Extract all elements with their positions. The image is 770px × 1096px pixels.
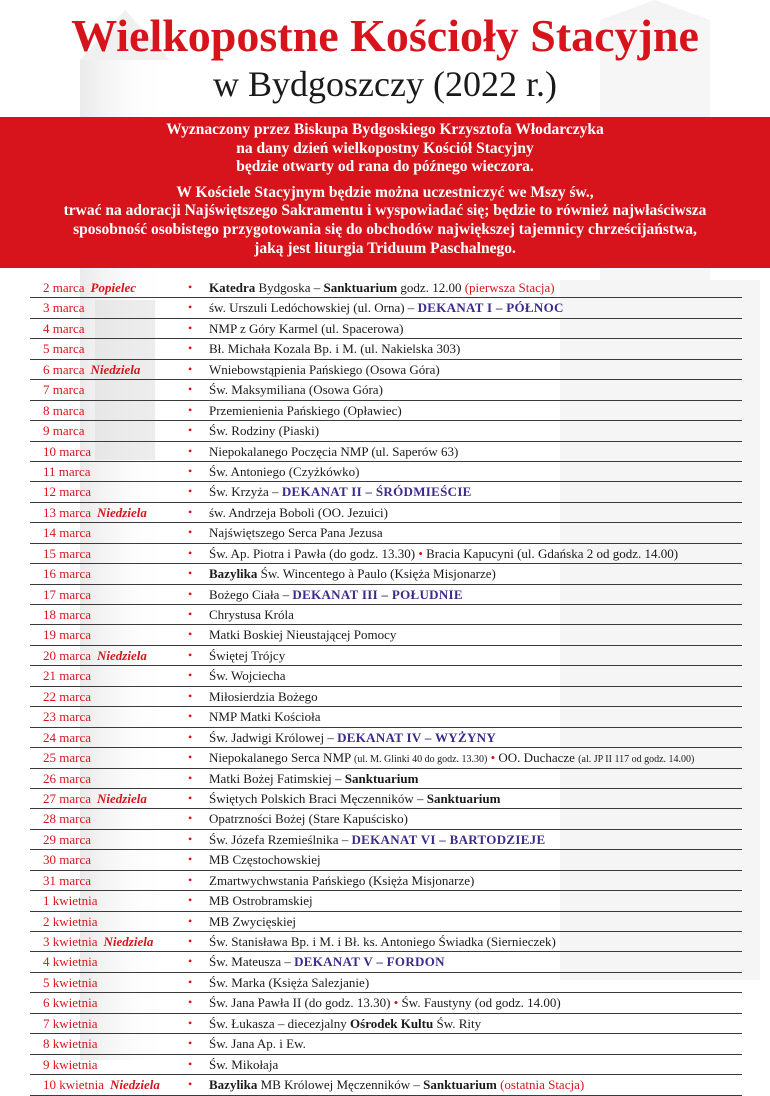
church-name <box>209 728 496 747</box>
bullet-icon: • <box>188 525 193 540</box>
schedule-row <box>30 952 742 972</box>
date-text: 19 marca <box>43 627 92 643</box>
schedule-row <box>30 298 742 318</box>
row-date <box>43 298 85 317</box>
banner-line: W Kościele Stacyjnym będzie można uczestniczyć we Mszy św., <box>176 183 594 201</box>
date-text: 2 marca <box>43 280 85 295</box>
text-segment: NMP Matki Kościoła <box>209 709 321 725</box>
banner-line: Wyznaczony przez Biskupa Bydgoskiego Krzysztofa Włodarczyka <box>166 121 604 138</box>
schedule-row <box>30 687 742 707</box>
schedule-row <box>30 912 742 932</box>
date-text: 17 marca <box>43 586 92 602</box>
date-text: 3 kwietnia <box>43 934 98 949</box>
row-date <box>43 1014 98 1033</box>
text-segment: • <box>490 750 496 766</box>
deanery-label: DEKANAT III – POŁUDNIE <box>292 586 463 602</box>
bullet-icon: • <box>188 913 193 928</box>
text-segment: Ośrodek Kultu <box>350 1015 434 1031</box>
text-segment: Bazylika <box>209 1077 258 1093</box>
text-segment: Matki Boskiej Nieustającej Pomocy <box>209 627 397 643</box>
text-segment: Św. Faustyny (od godz. 14.00) <box>398 995 561 1011</box>
row-date <box>43 748 91 767</box>
schedule-row <box>30 973 742 993</box>
banner-line: sposobność osobistego przygotowania się do obchodów największej tajemnicy chrześcijaństwa, <box>73 220 697 238</box>
bullet-icon: • <box>188 402 193 417</box>
date-text: 4 marca <box>43 320 85 336</box>
church-name <box>209 769 418 788</box>
text-segment: • <box>418 545 423 561</box>
text-segment: Sanktuarium <box>323 280 398 295</box>
bullet-icon: • <box>188 361 193 376</box>
bullet-icon: • <box>188 770 193 785</box>
church-name <box>209 748 694 769</box>
bullet-icon: • <box>188 300 193 315</box>
day-tag: Niedziela <box>97 504 147 520</box>
bullet-icon: • <box>188 1015 193 1030</box>
row-date <box>43 646 147 665</box>
row-date <box>43 462 91 481</box>
text-segment: Św. Łukasza – diecezjalny <box>209 1015 351 1031</box>
date-text: 9 kwietnia <box>43 1056 98 1072</box>
text-segment: • <box>393 995 399 1011</box>
church-name <box>209 952 445 971</box>
date-text: 1 kwietnia <box>43 893 98 909</box>
deanery-label: DEKANAT II – ŚRÓDMIEŚCIE <box>281 484 472 500</box>
row-date <box>43 973 98 992</box>
date-text: 29 marca <box>43 831 92 847</box>
text-segment: OO. Duchacze <box>495 750 579 766</box>
schedule-row <box>30 278 742 298</box>
church-name <box>209 871 474 890</box>
church-name <box>209 1034 306 1053</box>
church-name <box>209 687 318 706</box>
text-segment: Św. Wincentego à Paulo (Księża Misjonarze) <box>257 566 496 582</box>
schedule-row <box>30 442 742 462</box>
text-segment: św. Urszuli Ledóchowskiej (ul. Orna) – <box>209 300 418 316</box>
church-name <box>209 442 458 461</box>
schedule-row <box>30 462 742 482</box>
schedule-row <box>30 339 742 359</box>
text-segment: (pierwsza Stacja) <box>464 280 555 295</box>
date-text: 10 marca <box>43 443 92 459</box>
bullet-icon: • <box>188 811 193 826</box>
text-segment: godz. 12.00 <box>397 280 465 295</box>
text-segment: Św. Ap. Piotra i Pawła (do godz. 13.30) <box>209 545 419 561</box>
schedule-row <box>30 993 742 1013</box>
text-segment: Sanktuarium <box>344 770 419 786</box>
row-date <box>43 380 85 399</box>
text-segment: Św. Mateusza – <box>209 954 295 970</box>
text-segment: MB Częstochowskiej <box>209 852 321 868</box>
church-name <box>209 830 545 849</box>
bullet-icon: • <box>188 504 193 519</box>
date-text: 31 marca <box>43 872 92 888</box>
bullet-icon: • <box>188 995 193 1010</box>
schedule-row <box>30 871 742 891</box>
date-text: 24 marca <box>43 729 92 745</box>
church-name <box>209 585 463 604</box>
church-name <box>209 380 383 399</box>
date-text: 25 marca <box>43 750 92 766</box>
schedule-row <box>30 666 742 686</box>
row-date <box>43 666 91 685</box>
bullet-icon: • <box>188 954 193 969</box>
date-text: 23 marca <box>43 709 92 725</box>
text-segment: Wniebowstąpienia Pańskiego (Osowa Góra) <box>209 361 440 377</box>
bullet-icon: • <box>188 586 193 601</box>
date-text: 27 marca <box>43 790 92 806</box>
date-text: 30 marca <box>43 852 92 868</box>
text-segment: Matki Bożej Fatimskiej – <box>209 770 345 786</box>
schedule-row <box>30 646 742 666</box>
date-text: 5 marca <box>43 341 85 357</box>
bullet-icon: • <box>188 443 193 458</box>
bullet-icon: • <box>188 382 193 397</box>
bullet-icon: • <box>188 423 193 438</box>
text-segment: Niepokalanego Poczęcia NMP (ul. Saperów 63) <box>209 443 459 459</box>
text-segment: (ostatnia Stacja) <box>500 1077 585 1093</box>
schedule-row <box>30 421 742 441</box>
schedule-row <box>30 503 742 523</box>
row-date <box>43 769 91 788</box>
banner-line: będzie otwarty od rana do późnego wieczora. <box>236 158 534 176</box>
bullet-icon: • <box>188 974 193 989</box>
row-date <box>43 871 91 890</box>
row-date <box>43 564 91 583</box>
text-segment: Św. Rity <box>433 1015 482 1031</box>
text-segment: (al. JP II 117 od godz. 14.00) <box>578 754 695 766</box>
date-text: 8 kwietnia <box>43 1036 98 1052</box>
day-tag: Niedziela <box>110 1077 160 1093</box>
bullet-icon: • <box>188 320 193 335</box>
date-text: 20 marca <box>43 647 92 663</box>
row-date <box>43 932 153 951</box>
row-date <box>43 1075 160 1094</box>
bullet-icon: • <box>188 729 193 744</box>
date-text: 26 marca <box>43 770 92 786</box>
row-date <box>43 687 91 706</box>
day-tag: Niedziela <box>103 934 154 949</box>
row-date <box>43 482 91 501</box>
text-segment: Św. Jana Ap. i Ew. <box>209 1036 306 1052</box>
text-segment: Św. Marka (Księża Salezjanie) <box>209 974 370 990</box>
schedule-row <box>30 830 742 850</box>
text-segment: Świętych Polskich Braci Męczenników – <box>209 790 427 806</box>
text-segment: Bracia Kapucyni (ul. Gdańska 2 od godz. 14.00) <box>422 545 679 561</box>
schedule-row <box>30 932 742 952</box>
bullet-icon: • <box>188 1056 193 1071</box>
text-segment: Św. Rodziny (Piaski) <box>209 423 320 439</box>
church-name <box>209 1075 584 1094</box>
day-tag: Niedziela <box>97 790 147 806</box>
schedule-row <box>30 544 742 564</box>
schedule-row <box>30 401 742 421</box>
schedule-row <box>30 1034 742 1054</box>
text-segment: Św. Jadwigi Królowej – <box>209 729 338 745</box>
bullet-icon: • <box>188 607 193 621</box>
bullet-icon: • <box>188 484 193 499</box>
bullet-icon: • <box>188 790 193 805</box>
bullet-icon: • <box>188 1036 193 1051</box>
text-segment: MB Zwycięskiej <box>209 913 297 929</box>
row-date <box>43 339 85 358</box>
text-segment: Opatrzności Bożej (Stare Kapuścisko) <box>209 811 408 827</box>
schedule-row <box>30 1075 742 1095</box>
date-text: 15 marca <box>43 545 92 561</box>
text-segment: Św. Stanisława Bp. i M. i Bł. ks. Antoniego Świadka (Siernieczek) <box>209 934 556 949</box>
text-segment: Katedra <box>209 280 256 295</box>
schedule-row <box>30 319 742 339</box>
church-name <box>209 503 388 522</box>
day-tag: Niedziela <box>90 361 141 377</box>
row-date <box>43 360 140 379</box>
bullet-icon: • <box>188 341 193 356</box>
date-text: 16 marca <box>43 566 92 582</box>
text-segment: Chrystusa Króla <box>209 607 294 622</box>
church-name <box>209 891 313 910</box>
text-segment: Św. Wojciecha <box>209 668 286 684</box>
deanery-label: DEKANAT V – FORDON <box>294 954 445 970</box>
row-date <box>43 1055 98 1074</box>
date-text: 11 marca <box>43 463 91 479</box>
banner-line: na dany dzień wielkopostny Kościół Stacyjny <box>236 139 534 157</box>
church-name <box>209 278 555 297</box>
row-date <box>43 319 85 338</box>
church-name <box>209 462 359 481</box>
schedule-row <box>30 380 742 400</box>
date-text: 10 kwietnia <box>43 1077 105 1093</box>
church-name <box>209 482 472 501</box>
church-name <box>209 850 321 869</box>
date-text: 7 kwietnia <box>43 1015 98 1031</box>
text-segment: Bydgoska – <box>255 280 324 295</box>
bullet-icon: • <box>188 872 193 887</box>
row-date <box>43 728 91 747</box>
date-text: 12 marca <box>43 484 92 500</box>
church-name <box>209 666 286 685</box>
text-segment: Najświętszego Serca Pana Jezusa <box>209 525 383 541</box>
church-name <box>209 421 319 440</box>
schedule-row <box>30 482 742 502</box>
date-text: 6 marca <box>43 361 85 377</box>
row-date <box>43 421 85 440</box>
row-date <box>43 442 91 461</box>
church-name <box>209 646 285 665</box>
church-name <box>209 339 460 358</box>
text-segment: św. Andrzeja Boboli (OO. Jezuici) <box>209 504 388 520</box>
banner-paragraph-2 <box>0 184 770 258</box>
text-segment: Św. Jana Pawła II (do godz. 13.30) <box>209 995 394 1011</box>
text-segment: Św. Maksymiliana (Osowa Góra) <box>209 382 383 398</box>
row-date <box>43 401 85 420</box>
text-segment: MB Ostrobramskiej <box>209 893 313 909</box>
schedule-row <box>30 585 742 605</box>
day-tag: Popielec <box>90 280 136 295</box>
date-text: 21 marca <box>43 668 92 684</box>
row-date <box>43 809 91 828</box>
date-text: 14 marca <box>43 525 92 541</box>
text-segment: Świętej Trójcy <box>209 647 286 663</box>
banner-line: trwać na adoracji Najświętszego Sakramentu i wyspowiadać się; będzie to również najwłaściwsza <box>63 202 707 220</box>
date-text: 3 marca <box>43 300 85 316</box>
text-segment: Św. Mikołaja <box>209 1056 279 1072</box>
date-text: 13 marca <box>43 504 92 520</box>
row-date <box>43 1034 98 1053</box>
bullet-icon: • <box>188 647 193 662</box>
row-date <box>43 891 98 910</box>
schedule-row <box>30 625 742 645</box>
page-title: Wielkopostne Kościoły Stacyjne <box>71 10 699 61</box>
schedule-row <box>30 1055 742 1075</box>
schedule-row <box>30 891 742 911</box>
church-name <box>209 360 440 379</box>
schedule-row <box>30 1014 742 1034</box>
row-date <box>43 544 91 563</box>
row-date <box>43 278 136 297</box>
church-name <box>209 625 396 644</box>
bullet-icon: • <box>188 545 193 560</box>
day-tag: Niedziela <box>97 647 147 663</box>
bullet-icon: • <box>188 750 193 765</box>
deanery-label: DEKANAT VI – BARTODZIEJE <box>351 831 546 847</box>
church-name <box>209 298 564 317</box>
church-name <box>209 1014 481 1033</box>
row-date <box>43 952 98 971</box>
schedule-row <box>30 809 742 829</box>
row-date <box>43 789 147 808</box>
text-segment: NMP z Góry Karmel (ul. Spacerowa) <box>209 320 404 336</box>
church-name <box>209 707 320 726</box>
schedule-row <box>30 789 742 809</box>
deanery-label: DEKANAT I – PÓŁNOC <box>417 300 564 316</box>
church-name <box>209 544 678 563</box>
bullet-icon: • <box>188 280 193 294</box>
row-date <box>43 993 98 1012</box>
bullet-icon: • <box>188 688 193 703</box>
row-date <box>43 850 91 869</box>
bullet-icon: • <box>188 668 193 683</box>
date-text: 9 marca <box>43 423 85 439</box>
schedule-row <box>30 360 742 380</box>
bullet-icon: • <box>188 1077 193 1092</box>
bullet-icon: • <box>188 566 193 581</box>
text-segment: Bł. Michała Kozala Bp. i M. (ul. Nakielska 303) <box>209 341 461 357</box>
schedule-row <box>30 850 742 870</box>
bullet-icon: • <box>188 852 193 867</box>
schedule-row <box>30 707 742 727</box>
church-name <box>209 564 496 583</box>
schedule-row <box>30 728 742 748</box>
bullet-icon: • <box>188 934 193 948</box>
text-segment: Bazylika <box>209 566 258 582</box>
info-banner <box>0 117 770 268</box>
church-name <box>209 789 500 808</box>
church-name <box>209 932 556 951</box>
church-name <box>209 319 403 338</box>
page-subtitle: w Bydgoszczy (2022 r.) <box>213 64 557 104</box>
row-date <box>43 503 147 522</box>
row-date <box>43 830 91 849</box>
church-name <box>209 912 296 931</box>
row-date <box>43 523 91 542</box>
date-text: 2 kwietnia <box>43 913 98 929</box>
bullet-icon: • <box>188 831 193 846</box>
text-segment: Miłosierdzia Bożego <box>209 688 318 704</box>
text-segment: Zmartwychwstania Pańskiego (Księża Misjonarze) <box>209 872 475 888</box>
schedule-row <box>30 769 742 789</box>
schedule-row <box>30 564 742 584</box>
deanery-label: DEKANAT IV – WYŻYNY <box>337 729 497 745</box>
text-segment: (ul. M. Glinki 40 do godz. 13.30) <box>354 754 488 766</box>
date-text: 6 kwietnia <box>43 995 98 1011</box>
church-name <box>209 809 408 828</box>
church-name <box>209 1055 278 1074</box>
date-text: 28 marca <box>43 811 92 827</box>
date-text: 5 kwietnia <box>43 974 98 990</box>
row-date <box>43 707 91 726</box>
date-text: 18 marca <box>43 607 92 622</box>
church-name <box>209 993 561 1012</box>
text-segment: Św. Krzyża – <box>209 484 282 500</box>
schedule-row <box>30 748 742 768</box>
date-text: 8 marca <box>43 402 85 418</box>
text-segment: Św. Antoniego (Czyżkówko) <box>209 463 360 479</box>
text-segment: Bożego Ciała – <box>209 586 293 602</box>
row-date <box>43 912 98 931</box>
row-date <box>43 605 91 624</box>
text-segment: Sanktuarium <box>423 1077 497 1093</box>
church-name <box>209 401 402 420</box>
bullet-icon: • <box>188 627 193 642</box>
schedule-row <box>30 523 742 543</box>
church-name <box>209 973 369 992</box>
banner-paragraph-1 <box>0 117 770 177</box>
schedule-row <box>30 605 742 625</box>
text-segment: Niepokalanego Serca NMP <box>209 750 355 766</box>
bullet-icon: • <box>188 893 193 908</box>
row-date <box>43 625 91 644</box>
text-segment: Św. Józefa Rzemieślnika – <box>209 831 352 847</box>
text-segment: Przemienienia Pańskiego (Opławiec) <box>209 402 402 418</box>
banner-line: jaką jest liturgia Triduum Paschalnego. <box>254 239 516 257</box>
church-name <box>209 605 294 624</box>
church-name <box>209 523 383 542</box>
date-text: 4 kwietnia <box>43 954 98 970</box>
date-text: 22 marca <box>43 688 92 704</box>
station-schedule <box>30 278 742 1096</box>
text-segment: Sanktuarium <box>426 790 501 806</box>
date-text: 7 marca <box>43 382 85 398</box>
row-date <box>43 585 91 604</box>
bullet-icon: • <box>188 463 193 478</box>
bullet-icon: • <box>188 709 193 724</box>
text-segment: MB Królowej Męczenników – <box>257 1077 424 1093</box>
